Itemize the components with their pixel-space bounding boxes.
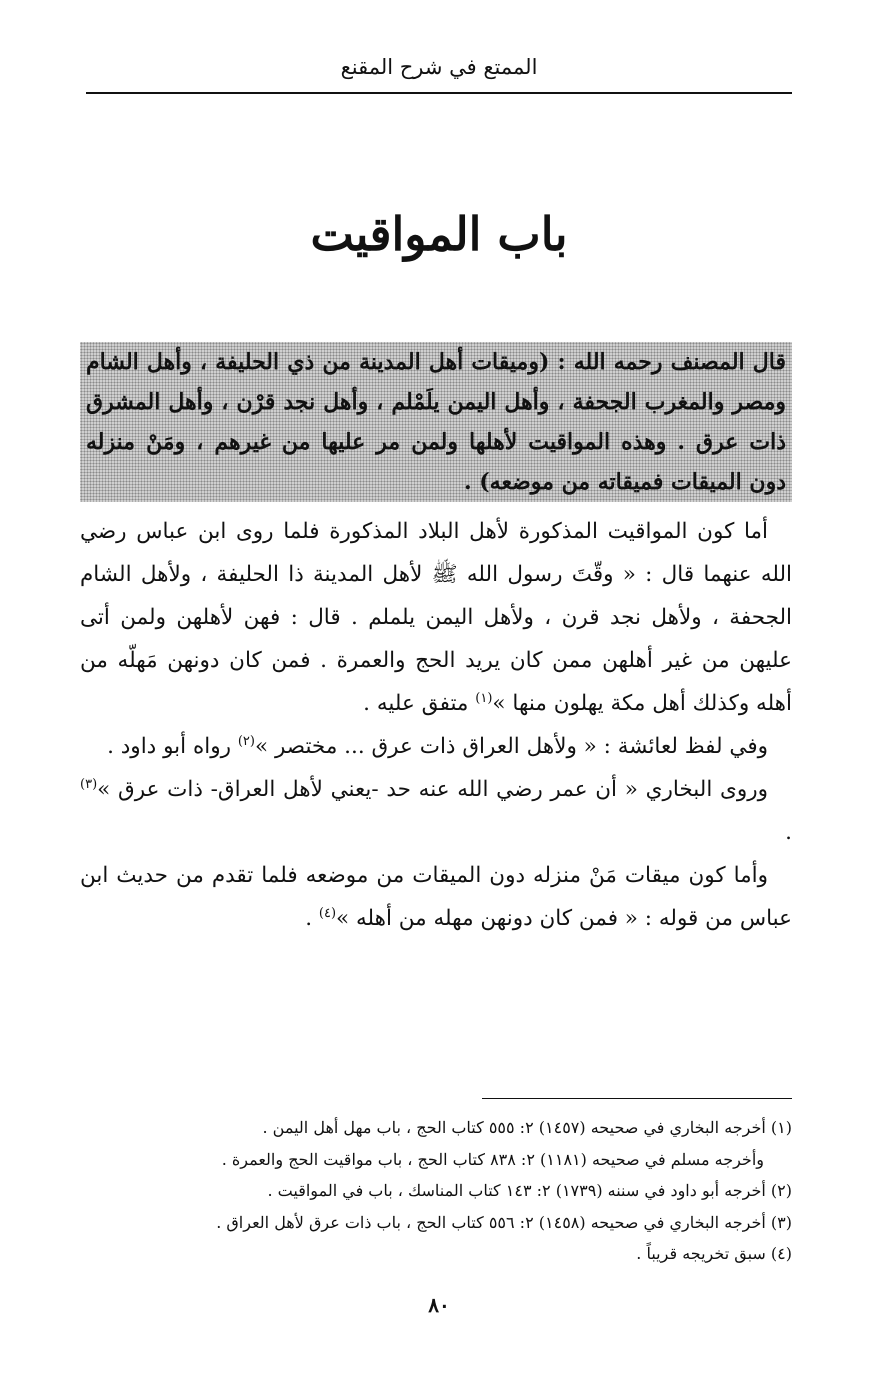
paragraph-4-tail: . [305,906,319,931]
paragraph-1-text: أما كون المواقيت المذكورة لأهل البلاد المذكورة فلما روى ابن عباس رضي الله عنهما قال : « وقّتَ رسول الله ﷺ لأهل المدينة ذا الحليفة ، ولأهل الشام الجحفة ، ولأهل نجد قرن ، ولأهل اليمن يلملم . قال : فهن لأهلهن ولمن أتى عليهن من غير أهلهن ممن كان يريد الحج والعمرة . فمن كان دونهن مَهلّه من أهله وكذلك أهل مكة يهلون منها » [80,519,792,716]
footnote-ref-2[interactable]: (٢) [237,733,255,749]
footnote-4: (٤) سبق تخريجه قريباً . [636,1244,792,1263]
footnote-ref-1[interactable]: (١) [475,690,493,706]
chapter-title: باب المواقيت [310,207,568,261]
paragraph-2 [80,725,792,768]
matn-text: قال المصنف رحمه الله : (وميقات أهل المدينة من ذي الحليفة ، وأهل الشام ومصر والمغرب الجحفة ، وأهل اليمن يلَمْلم ، وأهل نجد قرْن ، وأهل المشرق ذات عرق . وهذه المواقيت لأهلها ولمن مر عليها من غيرهم ، ومَنْ منزله دون الميقات فميقاته من موضعه) . [86,349,786,495]
commentary-body [80,510,792,940]
paragraph-1 [80,510,792,725]
footnote-ref-3[interactable]: (٣) [80,776,98,792]
footnote-rule [482,1098,792,1099]
footnote-2: (٢) أخرجه أبو داود في سننه (١٧٣٩) ٢: ١٤٣ كتاب المناسك ، باب في المواقيت . [267,1181,792,1200]
footnote-3: (٣) أخرجه البخاري في صحيحه (١٤٥٨) ٢: ٥٥٦ كتاب الحج ، باب ذات عرق لأهل العراق . [216,1212,792,1232]
paragraph-1-tail: متفق عليه . [363,691,476,716]
footnotes-section [86,1112,792,1270]
footnote-1: (١) أخرجه البخاري في صحيحه (١٤٥٧) ٢: ٥٥٥ كتاب الحج ، باب مهل أهل اليمن . [262,1118,792,1137]
footnote-1-continuation: وأخرجه مسلم في صحيحه (١١٨١) ٢: ٨٣٨ كتاب الحج ، باب مواقيت الحج والعمرة . [221,1149,764,1169]
header-rule [86,92,792,94]
running-header: الممتع في شرح المقنع [340,55,538,79]
paragraph-4-text: وأما كون ميقات مَنْ منزله دون الميقات من موضعه فلما تقدم من حديث ابن عباس من قوله : « فمن كان دونهن مهله من أهله » [80,863,792,931]
page-number: ٨٠ [428,1293,450,1317]
paragraph-3-text: وروى البخاري « أن عمر رضي الله عنه حد -يعني لأهل العراق- ذات عرق » [97,777,768,802]
paragraph-3-tail: . [785,820,792,845]
paragraph-2-text: وفي لفظ لعائشة : « ولأهل العراق ذات عرق ... مختصر » [254,734,768,759]
paragraph-2-tail: رواه أبو داود . [107,734,238,759]
paragraph-3 [80,768,792,854]
matn-highlighted-text [80,342,792,502]
footnote-ref-4[interactable]: (٤) [318,905,337,921]
paragraph-4 [80,854,792,940]
